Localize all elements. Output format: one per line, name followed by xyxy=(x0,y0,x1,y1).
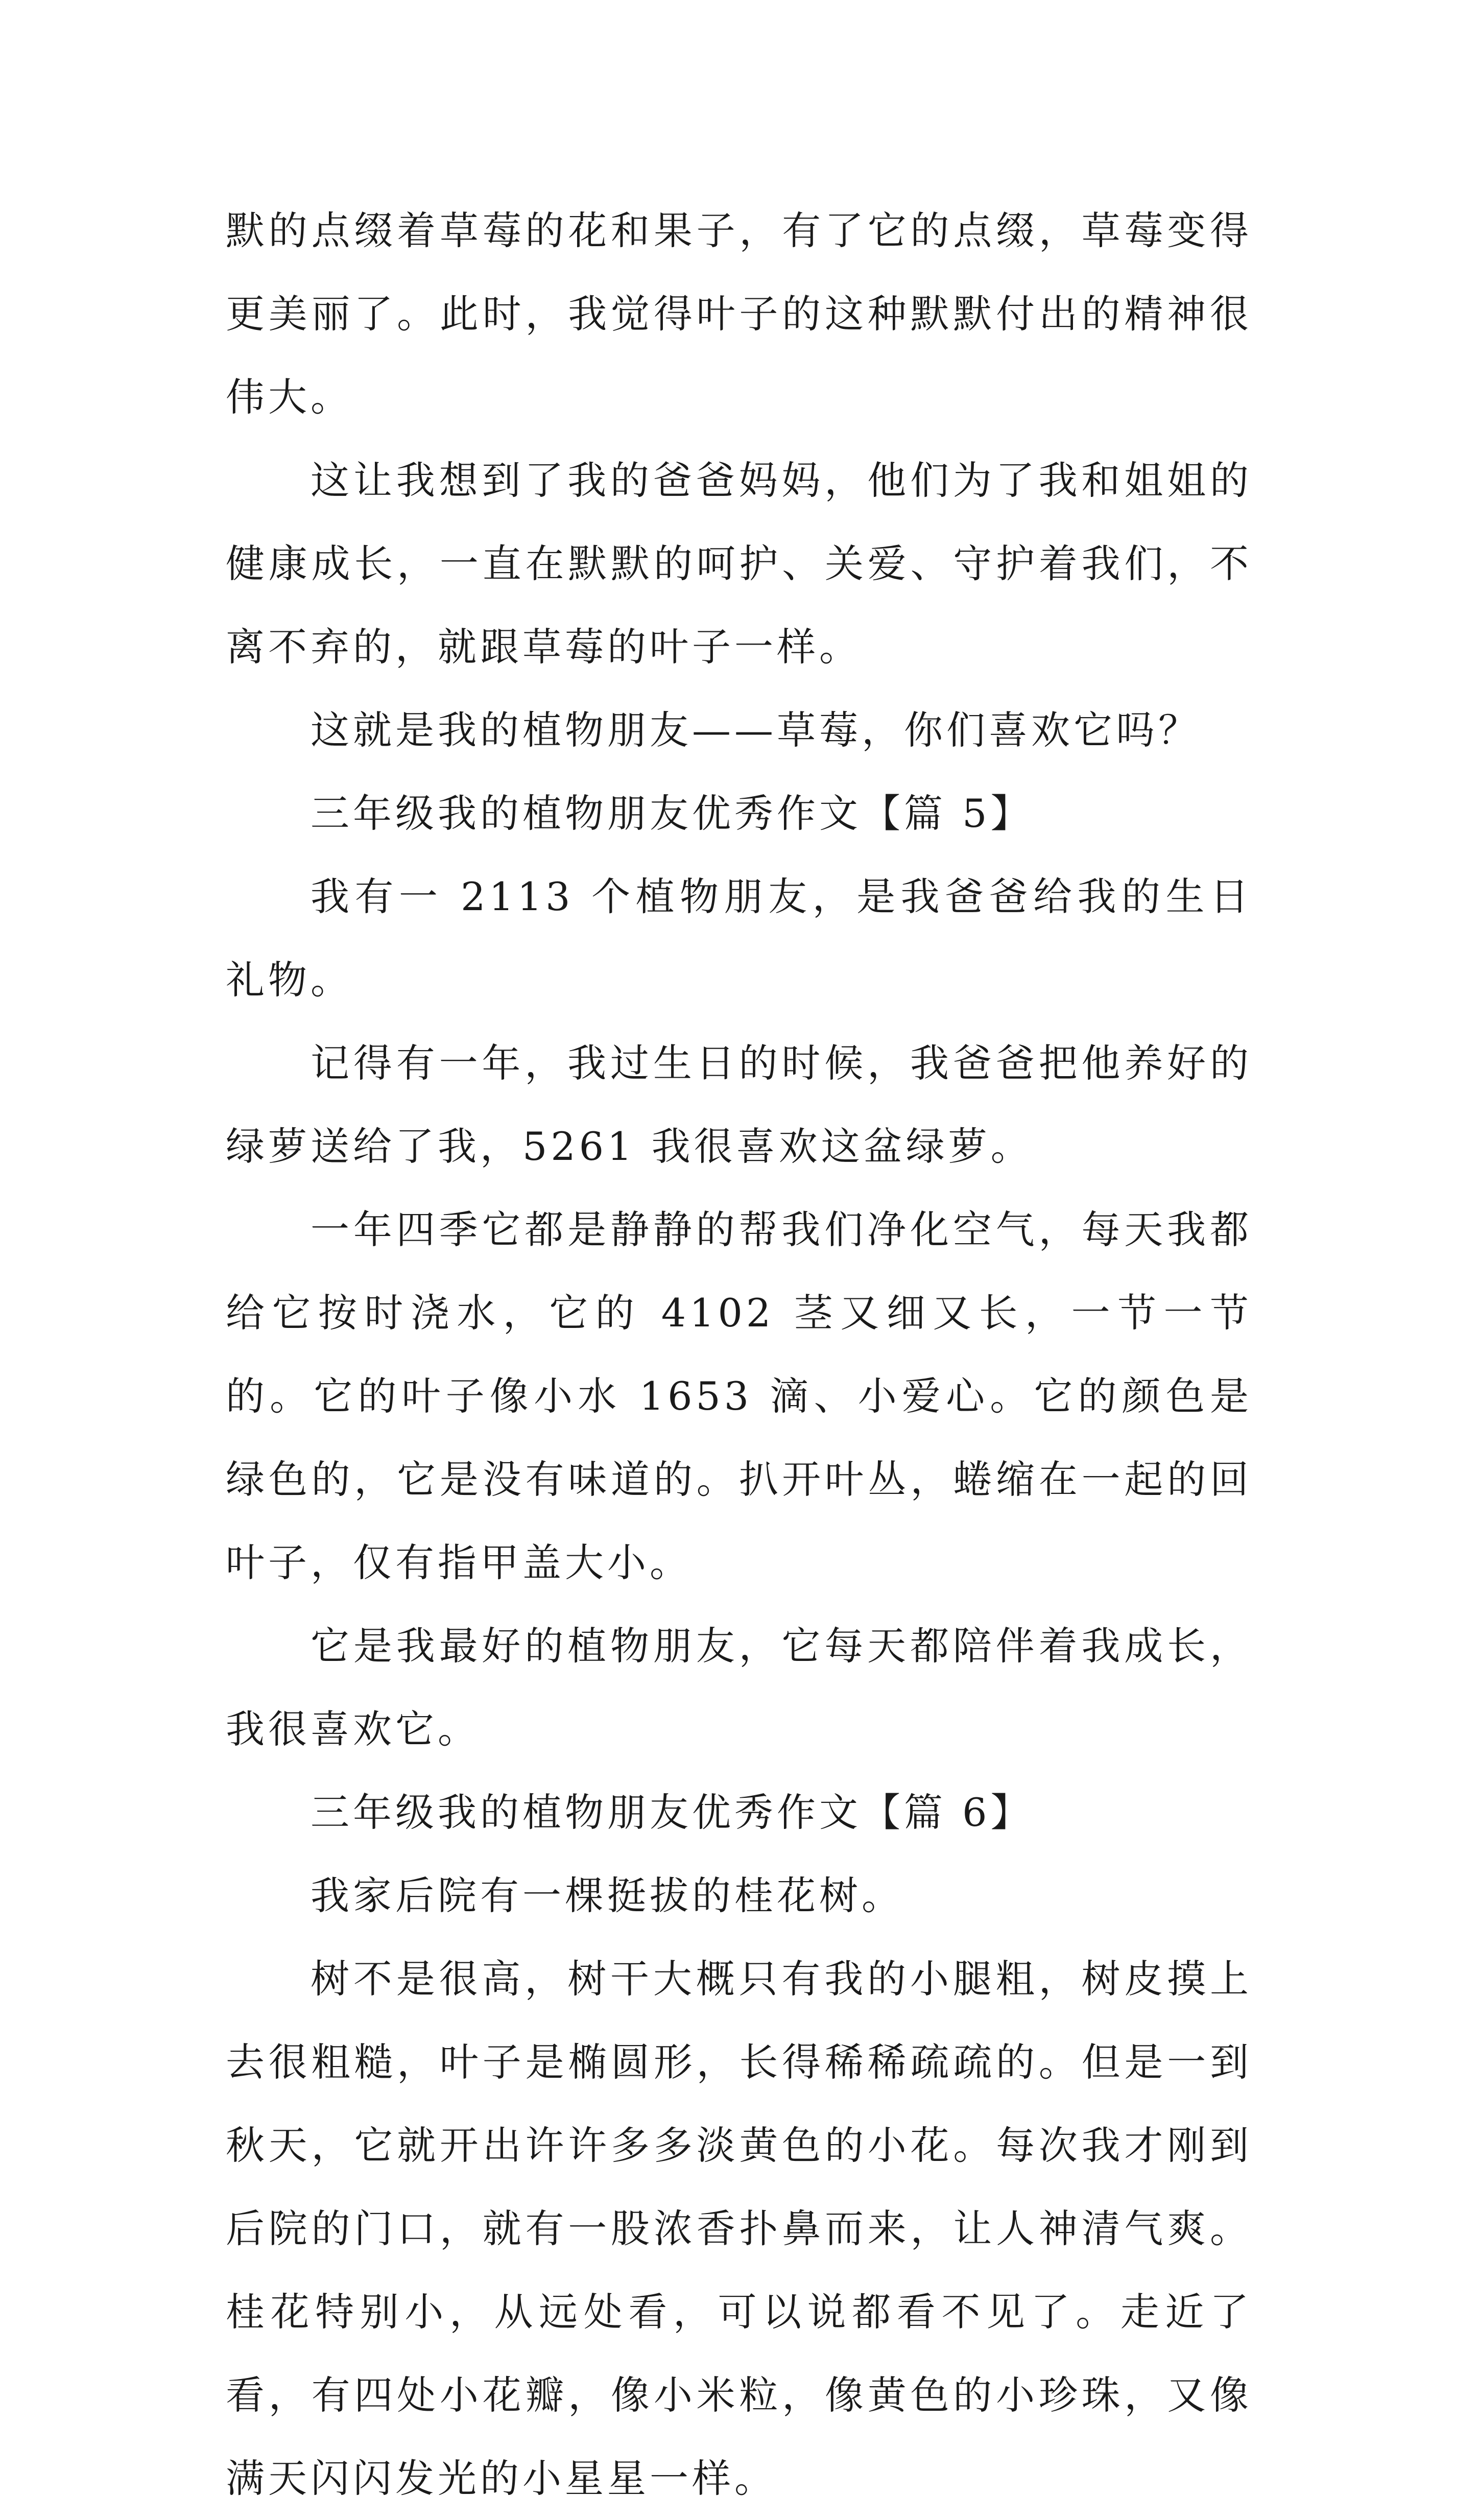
paragraph-7: 一年四季它都是静静的帮我们净化空气，每天我都给它按时浇水，它的 4102 茎又细又长，一节一节的。它的叶子像小水 1653 滴、小爱心。它的颜色是绿色的，它是没有味道的。扒开叶丛，蜷缩在一起的回叶子，仅有指甲盖大小。 xyxy=(226,1207,1252,1585)
paragraph-10: 我家后院有一棵挺拔的桂花树。 xyxy=(311,1873,904,1918)
section-heading-6: 三年级我的植物朋友优秀作文【篇 6】 xyxy=(311,1790,1033,1835)
paragraph-6: 记得有一年，我过生日的时候，我爸爸把他养好的绿萝送给了我，5261 我很喜欢这盆绿萝。 xyxy=(226,1040,1252,1169)
paragraph-2: 这让我想到了我的爸爸妈妈，他们为了我和姐姐的健康成长，一直在默默的呵护、关爱、守护着我们，不离不弃的，就跟草莓的叶子一样。 xyxy=(226,458,1252,670)
paragraph-11: 树不是很高，树干大概只有我的小腿粗，树皮摸上去很粗糙，叶子是椭圆形，长得稀稀疏疏的。但是一到秋天，它就开出许许多多淡黄色的小花。每次我才刚到后院的门口，就有一股浓香扑鼻而来，让人神清气爽。桂花特别小，从远处看，可以说都看不见了。走近了看，有四处小花瓣，像小米粒，像黄色的小珍珠，又像满天闪闪发光的小星星一样。 xyxy=(226,1956,1252,2501)
paragraph-1: 默的点缀着草莓的花和果子，有了它的点缀，草莓变得更美丽了。此时，我觉得叶子的这种默默付出的精神很伟大。 xyxy=(226,208,1252,420)
paragraph-5: 我有一 2113 个植物朋友，是我爸爸给我的生日礼物。 xyxy=(226,874,1252,1003)
section-heading-5: 三年级我的植物朋友优秀作文【篇 5】 xyxy=(311,791,1033,836)
paragraph-3: 这就是我的植物朋友——草莓，你们喜欢它吗？ xyxy=(311,707,1201,753)
document-body xyxy=(226,189,1252,2520)
paragraph-8: 它是我最好的植物朋友，它每天都陪伴着我成长，我很喜欢它。 xyxy=(226,1623,1252,1752)
